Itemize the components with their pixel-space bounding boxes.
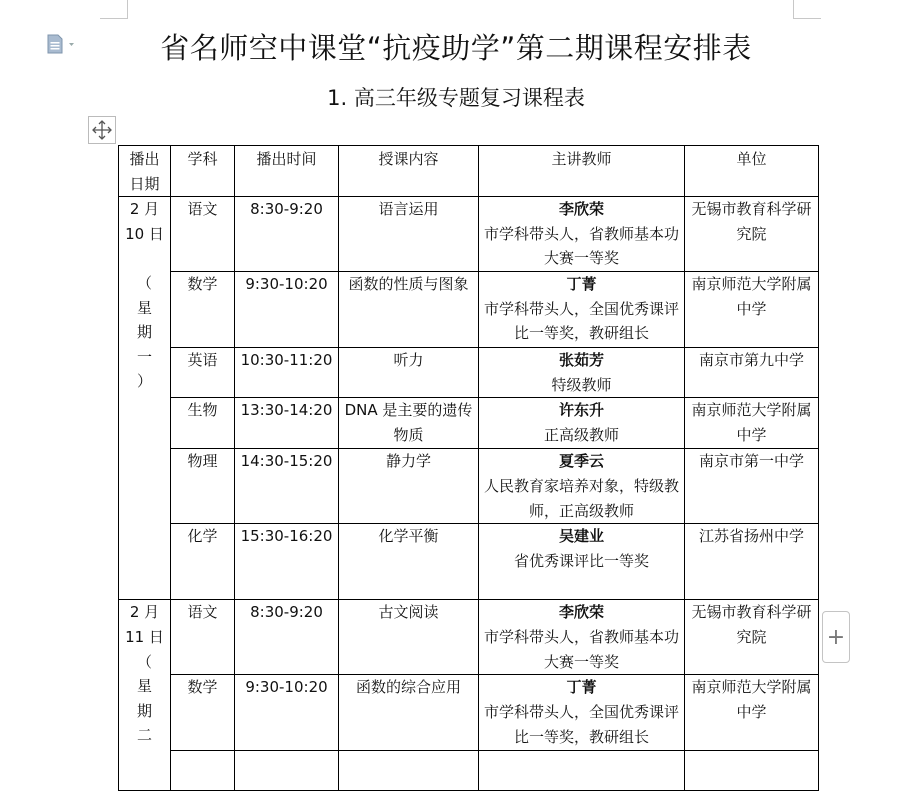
table-row (119, 449, 819, 524)
move-handle-icon[interactable] (88, 116, 116, 144)
teacher-cell: 丁菁 市学科带头人，全国优秀课评比一等奖，教研组长 (479, 272, 685, 348)
unit-cell: 南京师范大学附属中学 (685, 272, 819, 348)
header-cell: 播出时间 (235, 146, 339, 197)
time-cell: 10:30-11:20 (235, 348, 339, 398)
teacher-cell: 夏季云 人民教育家培养对象，特级教师，正高级教师 (479, 449, 685, 524)
content-cell: 古文阅读 (339, 600, 479, 675)
unit-cell: 南京师范大学附属中学 (685, 398, 819, 449)
subject-cell: 化学 (171, 524, 235, 600)
table-row (119, 524, 819, 600)
content-cell: 听力 (339, 348, 479, 398)
time-cell: 8:30-9:20 (235, 600, 339, 675)
content-cell: 静力学 (339, 449, 479, 524)
teacher-cell: 张茹芳 特级教师 (479, 348, 685, 398)
header-cell: 主讲教师 (479, 146, 685, 197)
time-cell: 8:30-9:20 (235, 197, 339, 272)
unit-cell: 南京市第九中学 (685, 348, 819, 398)
subject-cell: 语文 (171, 600, 235, 675)
subject-cell: 英语 (171, 348, 235, 398)
teacher-cell: 许东升 正高级教师 (479, 398, 685, 449)
unit-cell: 南京师范大学附属中学 (685, 675, 819, 751)
content-cell: 语言运用 (339, 197, 479, 272)
table-row (119, 272, 819, 348)
document-subtitle: 1. 高三年级专题复习课程表 (327, 86, 585, 110)
header-cell: 授课内容 (339, 146, 479, 197)
page-corner-mark (100, 18, 128, 19)
date-cell: 2 月 11 日 （ 星 期 二 (119, 600, 171, 791)
time-cell: 9:30-10:20 (235, 272, 339, 348)
date-cell: 2 月 10 日 （ 星 期 一 ） (119, 197, 171, 600)
teacher-cell: 李欣荣 市学科带头人，省教师基本功大赛一等奖 (479, 600, 685, 675)
unit-cell: 无锡市教育科学研究院 (685, 600, 819, 675)
content-cell: 化学平衡 (339, 524, 479, 600)
subject-cell: 语文 (171, 197, 235, 272)
content-cell: 函数的综合应用 (339, 675, 479, 751)
content-cell: DNA 是主要的遗传物质 (339, 398, 479, 449)
page-corner-mark (793, 18, 821, 19)
table-row (119, 600, 819, 675)
teacher-cell: 丁菁 市学科带头人，全国优秀课评比一等奖，教研组长 (479, 675, 685, 751)
plus-icon: + (826, 624, 846, 650)
unit-cell: 无锡市教育科学研究院 (685, 197, 819, 272)
subject-cell: 数学 (171, 272, 235, 348)
teacher-cell: 吴建业 省优秀课评比一等奖 (479, 524, 685, 600)
time-cell: 13:30-14:20 (235, 398, 339, 449)
table-row (119, 675, 819, 751)
add-row-button[interactable] (822, 611, 850, 663)
time-cell: 14:30-15:20 (235, 449, 339, 524)
schedule-table (118, 145, 819, 791)
unit-cell: 江苏省扬州中学 (685, 524, 819, 600)
subject-cell: 物理 (171, 449, 235, 524)
teacher-cell: 李欣荣 市学科带头人，省教师基本功大赛一等奖 (479, 197, 685, 272)
page-corner-mark (793, 0, 794, 18)
content-cell: 函数的性质与图象 (339, 272, 479, 348)
page-corner-mark (127, 0, 128, 18)
subject-cell: 生物 (171, 398, 235, 449)
time-cell: 15:30-16:20 (235, 524, 339, 600)
table-row (119, 398, 819, 449)
header-cell: 单位 (685, 146, 819, 197)
table-row (119, 197, 819, 272)
table-header-row (119, 146, 819, 197)
unit-cell: 南京市第一中学 (685, 449, 819, 524)
document-title: 省名师空中课堂“抗疫助学”第二期课程安排表 (160, 31, 752, 65)
time-cell: 9:30-10:20 (235, 675, 339, 751)
subject-cell: 数学 (171, 675, 235, 751)
header-cell: 学科 (171, 146, 235, 197)
header-cell: 播出 日期 (119, 146, 171, 197)
table-row (119, 348, 819, 398)
